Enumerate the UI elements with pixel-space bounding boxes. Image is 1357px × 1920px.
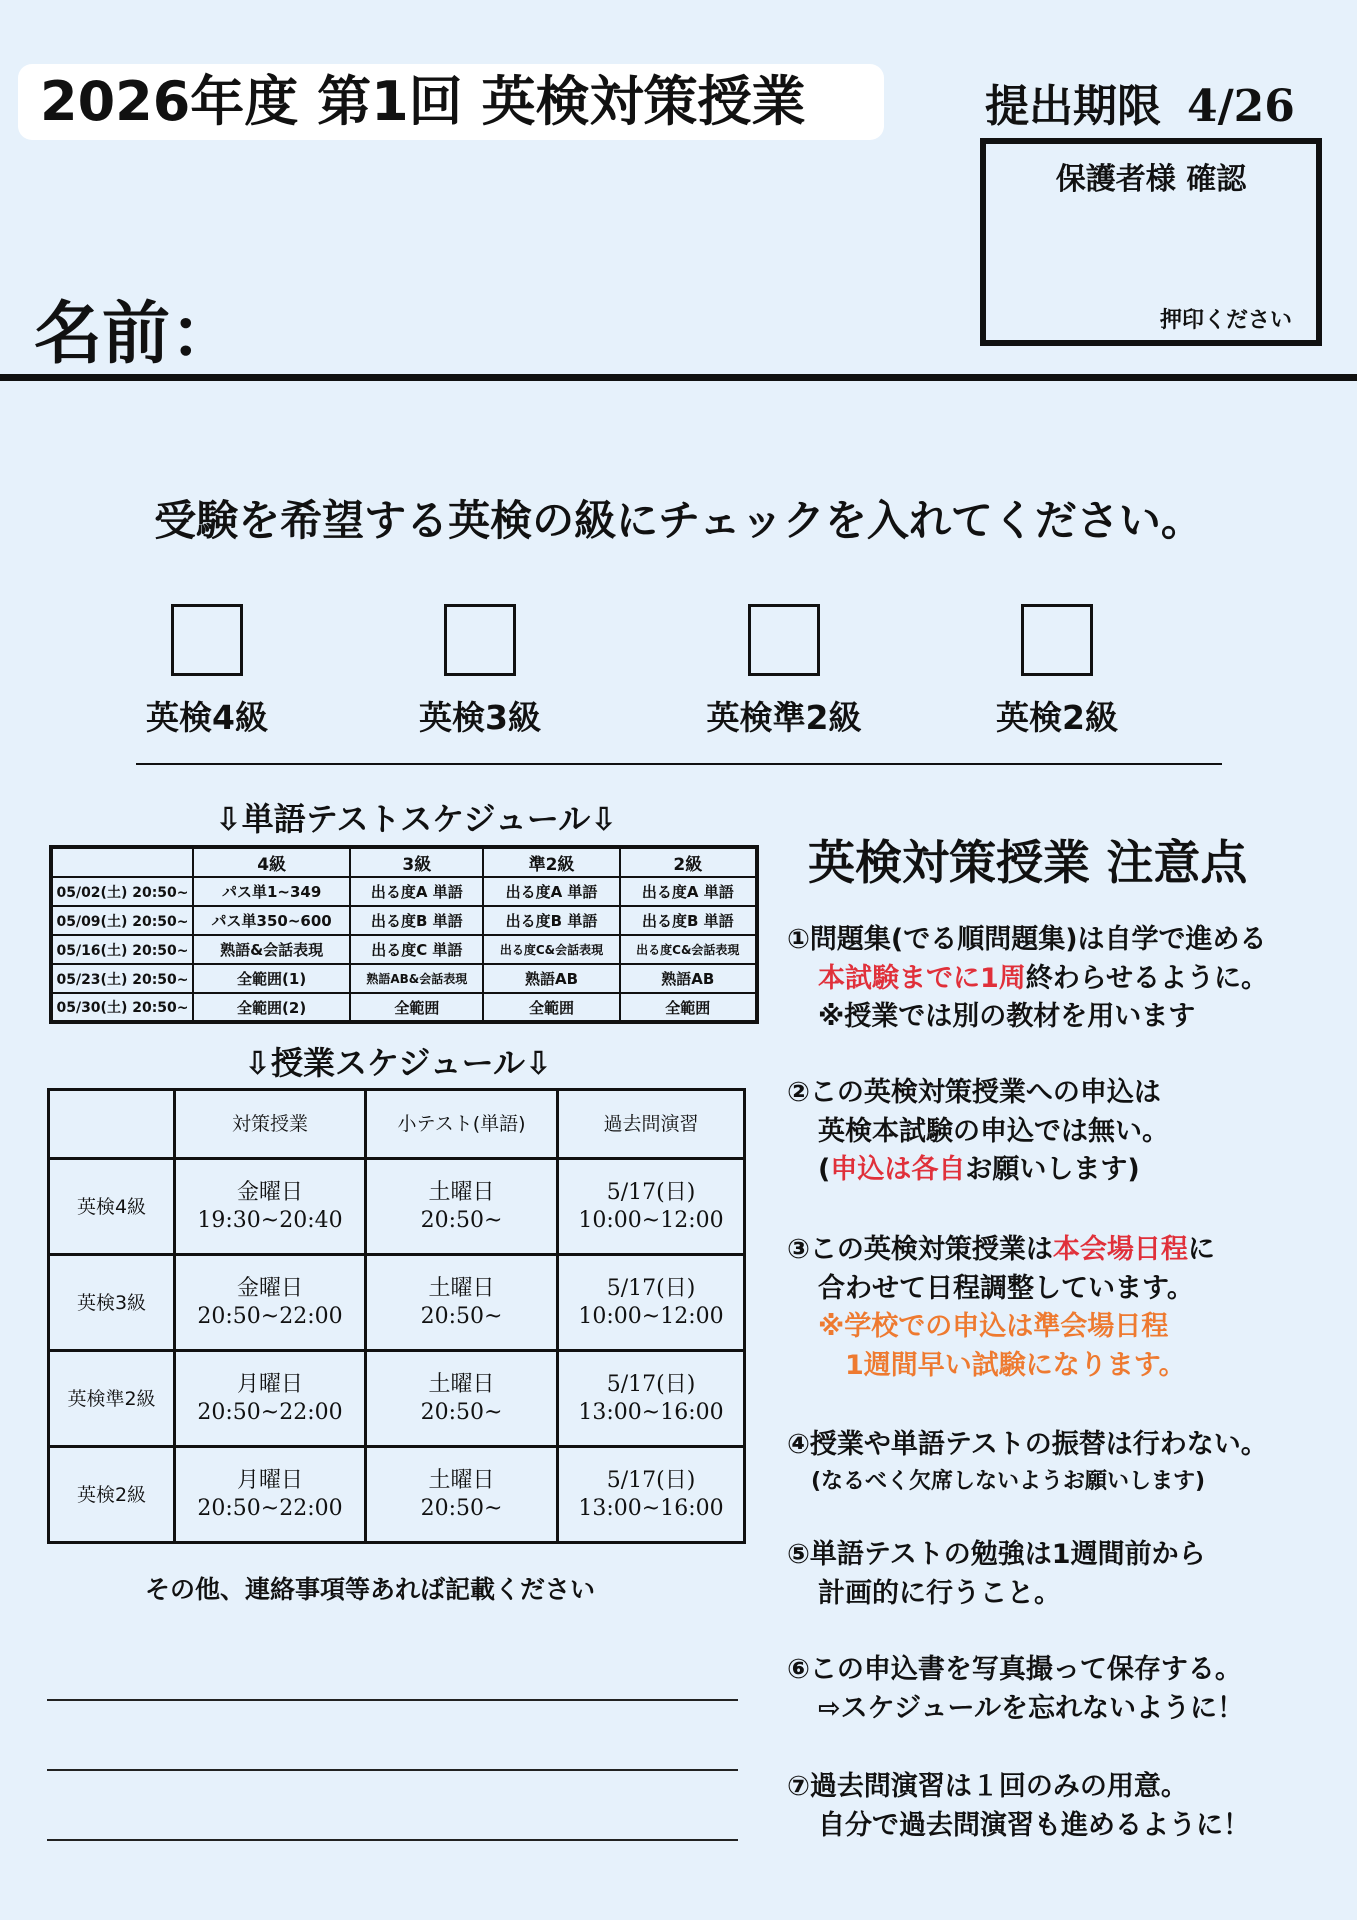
- section-divider: [136, 763, 1222, 765]
- note-line: ②この英検対策授業への申込は: [787, 1077, 1161, 1108]
- table-cell: 05/30(土) 20:50~: [51, 993, 193, 1022]
- cell-line: 20:50~22:00: [197, 1399, 343, 1425]
- note-4: [787, 1426, 1268, 1499]
- note-2: [787, 1074, 1169, 1190]
- table-row: [51, 877, 757, 906]
- table-cell: 全範囲(2): [193, 993, 350, 1022]
- deadline: [985, 70, 1295, 134]
- table-cell: 全範囲(1): [193, 964, 350, 993]
- table-header-row: [51, 847, 757, 877]
- note-text: ③この英検対策授業は: [787, 1234, 1053, 1265]
- table-row: [49, 1255, 745, 1351]
- table-cell: 熟語&会話表現: [193, 935, 350, 964]
- note-5: [787, 1536, 1206, 1613]
- table-cell: 05/23(土) 20:50~: [51, 964, 193, 993]
- cell-line: 土曜日: [428, 1275, 495, 1301]
- note-line: ※授業では別の教材を用います: [818, 1001, 1196, 1032]
- word-test-table: [49, 845, 759, 1024]
- table-header: [51, 847, 193, 877]
- table-cell: 出る度A 単語: [350, 877, 483, 906]
- instruction: 受験を希望する英検の級にチェックを入れてください。: [154, 496, 1203, 545]
- note-warning: ※学校での申込は準会場日程: [818, 1311, 1169, 1342]
- note-line: ⇨スケジュールを忘れないように！: [818, 1692, 1245, 1724]
- cell-line: 金曜日: [236, 1179, 303, 1205]
- deadline-date: 4/26: [1187, 81, 1295, 132]
- table-cell: 熟語AB: [483, 964, 619, 993]
- table-header: 3級: [350, 847, 483, 877]
- table-cell: 出る度A 単語: [483, 877, 619, 906]
- checkbox-grade-pre2[interactable]: [748, 604, 820, 676]
- table-cell: 出る度B 単語: [620, 906, 757, 935]
- grade-label: 英検準2級: [706, 698, 862, 737]
- table-cell: 出る度B 単語: [350, 906, 483, 935]
- note-line: (なるべく欠席しないようお願いします): [811, 1468, 1206, 1494]
- note-text: に: [1187, 1234, 1215, 1265]
- table-cell: [366, 1351, 558, 1447]
- table-cell: 出る度C&会話表現: [483, 935, 619, 964]
- cell-line: 13:00~16:00: [578, 1495, 724, 1521]
- cell-line: 5/17(日): [606, 1275, 696, 1301]
- cell-line: 土曜日: [428, 1179, 495, 1205]
- table-cell: 05/09(土) 20:50~: [51, 906, 193, 935]
- table-cell: [558, 1255, 745, 1351]
- note-line: ④授業や単語テストの振替は行わない。: [787, 1429, 1268, 1460]
- table-header: 過去問演習: [558, 1090, 745, 1159]
- table-row: [49, 1351, 745, 1447]
- table-cell: 全範囲: [350, 993, 483, 1022]
- note-highlight: 本試験までに1周: [818, 962, 1026, 994]
- cell-line: 土曜日: [428, 1371, 495, 1397]
- table-header: 準2級: [483, 847, 619, 877]
- note-text: お願いします): [965, 1154, 1140, 1185]
- note-line: 合わせて日程調整しています。: [818, 1272, 1194, 1304]
- write-line[interactable]: [47, 1699, 738, 1701]
- note-3: [787, 1231, 1215, 1385]
- table-cell: パス単1~349: [193, 877, 350, 906]
- note-warning: 1週間早い試験になります。: [845, 1349, 1186, 1381]
- cell-line: 20:50~: [420, 1207, 503, 1233]
- cell-line: 20:50~: [420, 1495, 503, 1521]
- table-cell: [558, 1159, 745, 1255]
- note-line: 計画的に行うこと。: [818, 1577, 1061, 1609]
- table-cell: [558, 1351, 745, 1447]
- grade-label: 英検2級: [996, 698, 1118, 737]
- table-cell: [558, 1447, 745, 1543]
- note-6: [787, 1651, 1244, 1728]
- header-divider: [0, 374, 1357, 381]
- table-cell: 英検準2級: [49, 1351, 175, 1447]
- cell-line: 20:50~22:00: [197, 1495, 343, 1521]
- note-line: 自分で過去問演習も進めるように！: [818, 1809, 1250, 1841]
- word-test-heading: ⇩単語テストスケジュール⇩: [214, 800, 618, 838]
- table-row: [51, 993, 757, 1022]
- table-header: [49, 1090, 175, 1159]
- table-row: [49, 1447, 745, 1543]
- table-header: 対策授業: [175, 1090, 366, 1159]
- cell-line: 5/17(日): [606, 1179, 696, 1205]
- other-notes-label: その他、連絡事項等あれば記載ください: [145, 1575, 596, 1604]
- table-cell: [175, 1255, 366, 1351]
- page-title: 2026年度 第1回 英検対策授業: [18, 64, 884, 140]
- note-line: ①問題集(でる順問題集)は自学で進める: [787, 924, 1267, 955]
- table-header: 2級: [620, 847, 757, 877]
- table-cell: 全範囲: [620, 993, 757, 1022]
- table-row: [49, 1159, 745, 1255]
- cell-line: 土曜日: [428, 1467, 495, 1493]
- guardian-confirm-box[interactable]: [980, 138, 1322, 346]
- table-cell: 英検2級: [49, 1447, 175, 1543]
- table-cell: 出る度B 単語: [483, 906, 619, 935]
- table-cell: 全範囲: [483, 993, 619, 1022]
- table-cell: 05/16(土) 20:50~: [51, 935, 193, 964]
- grade-label: 英検3級: [419, 698, 541, 737]
- grade-label: 英検4級: [146, 698, 268, 737]
- cell-line: 19:30~20:40: [197, 1207, 343, 1233]
- table-row: [51, 964, 757, 993]
- table-cell: 出る度C 単語: [350, 935, 483, 964]
- note-7: [787, 1768, 1250, 1845]
- cell-line: 金曜日: [236, 1275, 303, 1301]
- table-cell: [366, 1159, 558, 1255]
- table-cell: [366, 1447, 558, 1543]
- table-cell: 熟語AB: [620, 964, 757, 993]
- table-cell: 英検4級: [49, 1159, 175, 1255]
- note-line: [787, 1151, 1169, 1190]
- table-cell: 熟語AB&会話表現: [350, 964, 483, 993]
- deadline-label: 提出期限: [985, 81, 1161, 132]
- note-highlight: 本会場日程: [1052, 1234, 1188, 1265]
- note-line: [787, 1234, 1215, 1265]
- checkbox-grade2[interactable]: [1021, 604, 1093, 676]
- note-line: ⑥この申込書を写真撮って保存する。: [787, 1654, 1242, 1685]
- table-header: 4級: [193, 847, 350, 877]
- write-line[interactable]: [47, 1769, 738, 1771]
- table-row: [51, 935, 757, 964]
- checkbox-grade4[interactable]: [171, 604, 243, 676]
- table-header: 小テスト(単語): [366, 1090, 558, 1159]
- table-row: [51, 906, 757, 935]
- note-text: (: [818, 1154, 831, 1185]
- table-cell: 05/02(土) 20:50~: [51, 877, 193, 906]
- cell-line: 10:00~12:00: [578, 1207, 724, 1233]
- note-line: ⑤単語テストの勉強は1週間前から: [787, 1539, 1206, 1570]
- cell-line: 20:50~: [420, 1399, 503, 1425]
- table-cell: パス単350~600: [193, 906, 350, 935]
- table-cell: [175, 1351, 366, 1447]
- note-text: 終わらせるように。: [1025, 962, 1268, 994]
- stamp-instruction: 押印ください: [1159, 308, 1292, 333]
- guardian-confirm-title: 保護者様 確認: [1055, 162, 1247, 197]
- table-cell: 出る度C&会話表現: [620, 935, 757, 964]
- table-cell: [175, 1159, 366, 1255]
- notes-heading: 英検対策授業 注意点: [808, 836, 1248, 891]
- note-highlight: 申込は各自: [830, 1154, 966, 1185]
- name-label: 名前：: [34, 295, 239, 374]
- cell-line: 5/17(日): [606, 1371, 696, 1397]
- note-line: 英検本試験の申込では無い。: [818, 1115, 1169, 1147]
- note-1: [787, 921, 1268, 1037]
- class-schedule-heading: ⇩授業スケジュール⇩: [244, 1044, 552, 1082]
- table-cell: [175, 1447, 366, 1543]
- cell-line: 5/17(日): [606, 1467, 696, 1493]
- checkbox-grade3[interactable]: [444, 604, 516, 676]
- cell-line: 10:00~12:00: [578, 1303, 724, 1329]
- table-cell: 出る度A 単語: [620, 877, 757, 906]
- cell-line: 20:50~22:00: [197, 1303, 343, 1329]
- write-line[interactable]: [47, 1839, 738, 1841]
- cell-line: 13:00~16:00: [578, 1399, 724, 1425]
- note-line: [787, 960, 1268, 999]
- cell-line: 月曜日: [236, 1467, 303, 1493]
- table-cell: [366, 1255, 558, 1351]
- cell-line: 20:50~: [420, 1303, 503, 1329]
- table-cell: 英検3級: [49, 1255, 175, 1351]
- cell-line: 月曜日: [236, 1371, 303, 1397]
- note-line: ⑦過去問演習は１回のみの用意。: [787, 1771, 1188, 1802]
- class-schedule-table: [47, 1088, 746, 1544]
- table-header-row: [49, 1090, 745, 1159]
